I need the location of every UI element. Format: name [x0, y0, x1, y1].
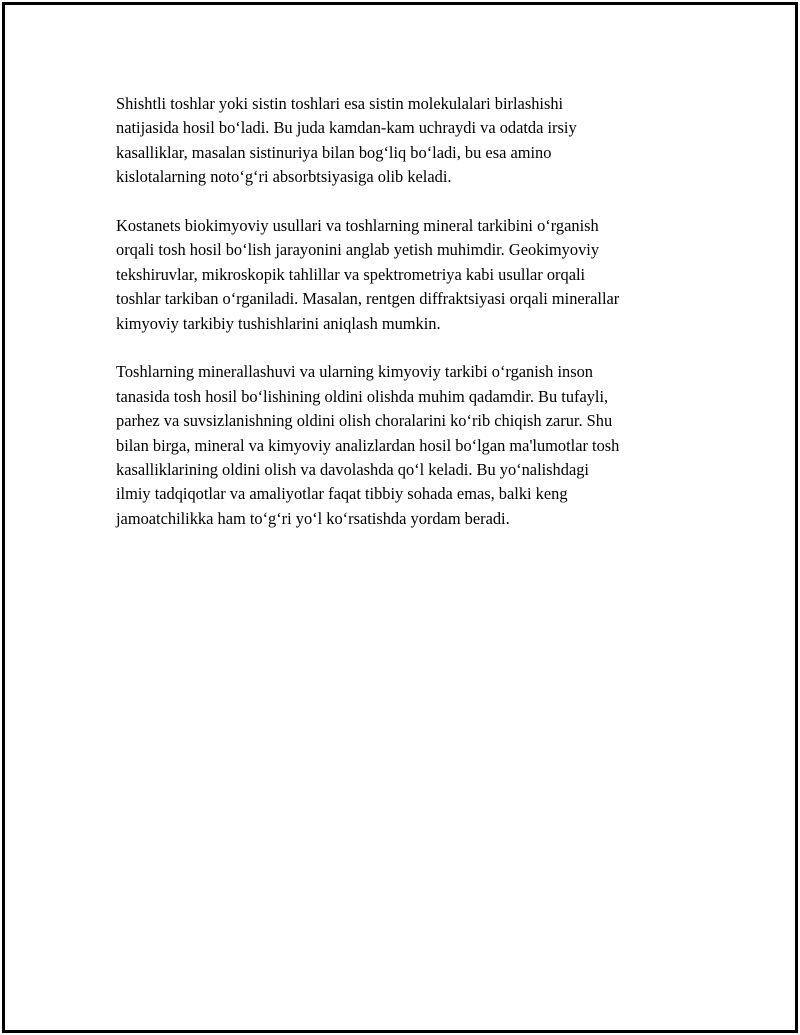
text-line: kislotalarning noto‘g‘ri absorbtsiyasiga olib keladi.: [116, 167, 452, 187]
paragraph-2: [116, 214, 696, 336]
document-body: [116, 92, 696, 556]
text-line: toshlar tarkiban o‘rganiladi. Masalan, rentgen diffraktsiyasi orqali minerallar: [116, 289, 620, 309]
text-line: kasalliklarining oldini olish va davolashda qo‘l keladi. Bu yo‘nalishdagi: [116, 460, 589, 480]
text-line: bilan birga, mineral va kimyoviy analizlardan hosil bo‘lgan ma'lumotlar tosh: [116, 435, 620, 455]
text-line: Toshlarning minerallashuvi va ularning kimyoviy tarkibi o‘rganish inson: [116, 362, 593, 382]
text-line: orqali tosh hosil bo‘lish jarayonini anglab yetish muhimdir. Geokimyoviy: [116, 240, 600, 260]
text-line: kasalliklar, masalan sistinuriya bilan bog‘liq bo‘ladi, bu esa amino: [116, 142, 552, 162]
text-line: kimyoviy tarkibiy tushishlarini aniqlash mumkin.: [116, 313, 441, 333]
text-line: jamoatchilikka ham to‘g‘ri yo‘l ko‘rsatishda yordam beradi.: [116, 508, 510, 528]
text-line: tanasida tosh hosil bo‘lishining oldini olishda muhim qadamdir. Bu tufayli,: [116, 386, 609, 406]
text-line: natijasida hosil bo‘ladi. Bu juda kamdan-kam uchraydi va odatda irsiy: [116, 118, 577, 138]
text-line: tekshiruvlar, mikroskopik tahlillar va spektrometriya kabi usullar orqali: [116, 264, 586, 284]
text-line: parhez va suvsizlanishning oldini olish choralarini ko‘rib chiqish zarur. Shu: [116, 411, 613, 431]
text-line: Kostanets biokimyoviy usullari va toshlarning mineral tarkibini o‘rganish: [116, 216, 599, 236]
paragraph-1: [116, 92, 696, 190]
text-line: Shishtli toshlar yoki sistin toshlari esa sistin molekulalari birlashishi: [116, 94, 564, 113]
paragraph-3: [116, 360, 696, 531]
text-line: ilmiy tadqiqotlar va amaliyotlar faqat tibbiy sohada emas, balki keng: [116, 484, 568, 504]
